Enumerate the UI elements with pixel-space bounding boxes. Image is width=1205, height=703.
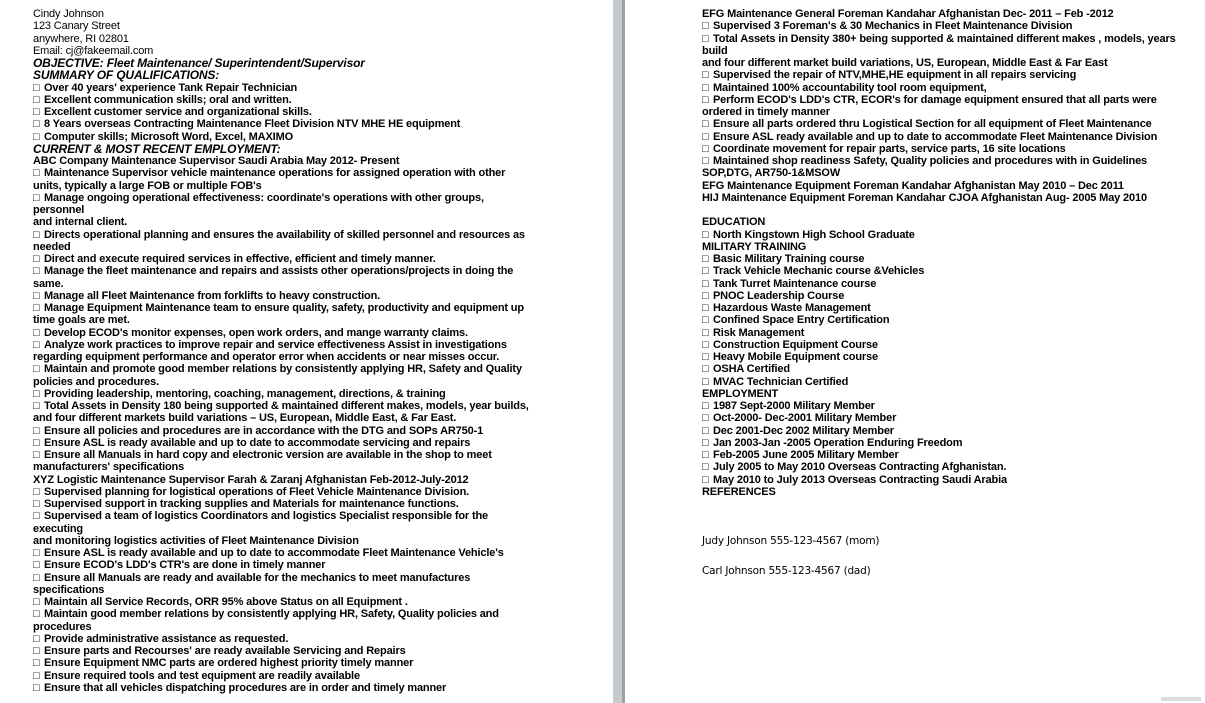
line-text: and four different markets build variations – US, European, Middle East, & Far East. <box>33 412 457 425</box>
bullet-icon: □ <box>33 485 40 498</box>
bullet-line <box>702 327 1205 339</box>
line-text: Ensure ASL ready available and up to date to accommodate Fleet Maintenance Division <box>713 130 1158 143</box>
text-line <box>33 535 613 547</box>
text-line <box>33 278 613 290</box>
line-text: Maintenance Supervisor vehicle maintenance operations for assigned operation with other <box>44 167 506 180</box>
line-text: Ensure all Manuals are ready and available for the mechanics to meet manufactures <box>44 571 471 584</box>
bullet-line <box>33 253 613 265</box>
line-text: North Kingstown High School Graduate <box>713 228 915 241</box>
bullet-line <box>33 167 613 179</box>
bullet-icon: □ <box>33 547 40 559</box>
bullet-line <box>702 82 1205 94</box>
bullet-line <box>702 94 1205 106</box>
text-line <box>33 8 613 20</box>
bullet-icon: □ <box>702 118 709 131</box>
line-text: Track Vehicle Mechanic course &Vehicles <box>713 265 925 278</box>
text-line <box>33 241 613 253</box>
bullet-icon: □ <box>33 657 40 670</box>
text-line <box>702 486 1205 498</box>
line-text: Supervised support in tracking supplies and Materials for maintenance functions. <box>44 498 459 510</box>
blank-line <box>702 523 1205 535</box>
line-text: EDUCATION <box>702 216 766 229</box>
bullet-line <box>33 670 613 682</box>
line-text: Tank Turret Maintenance course <box>713 277 877 290</box>
line-text: OSHA Certified <box>713 363 790 376</box>
line-text: Ensure all policies and procedures are in accordance with the DTG and SOPs AR750-1 <box>44 424 484 437</box>
bullet-line <box>702 437 1205 449</box>
bullet-icon: □ <box>702 228 709 241</box>
bullet-line <box>702 20 1205 32</box>
bullet-line <box>33 559 613 571</box>
bullet-line <box>702 461 1205 473</box>
line-text: EFG Maintenance General Foreman Kandahar Afghanistan Dec- 2011 – Feb -2012 <box>702 8 1114 20</box>
bullet-icon: □ <box>33 326 40 339</box>
bullet-icon: □ <box>702 265 709 278</box>
text-line <box>702 241 1205 253</box>
bullet-line <box>33 572 613 584</box>
bullet-line <box>33 94 613 106</box>
bullet-line <box>33 486 613 498</box>
bullet-icon: □ <box>702 93 709 106</box>
bullet-icon: □ <box>702 424 709 437</box>
line-text: Ensure all Manuals in hard copy and electronic version are available in the shop to meet <box>44 449 492 461</box>
line-text: personnel <box>33 204 85 216</box>
bullet-line <box>702 131 1205 143</box>
bullet-line <box>33 400 613 412</box>
line-text: PNOC Leadership Course <box>713 289 845 302</box>
bullet-icon: □ <box>33 338 40 351</box>
bullet-icon: □ <box>33 228 40 241</box>
bullet-icon: □ <box>33 645 40 657</box>
bullet-icon: □ <box>702 461 709 474</box>
text-line <box>33 204 613 216</box>
bullet-line <box>33 290 613 302</box>
line-text: Over 40 years' experience Tank Repair Technician <box>44 81 298 94</box>
line-text: Perform ECOD's LDD's CTR, ECOR's for damage equipment ensured that all parts were <box>713 93 1157 106</box>
line-text: Dec 2001-Dec 2002 Military Member <box>713 424 894 437</box>
text-line <box>33 412 613 424</box>
line-text: MVAC Technician Certified <box>713 375 849 388</box>
bullet-line <box>33 265 613 277</box>
section-heading <box>33 143 613 155</box>
text-line <box>33 33 613 45</box>
line-text: Maintained 100% accountability tool room equipment, <box>713 81 987 94</box>
bullet-icon: □ <box>33 681 40 694</box>
text-line <box>702 45 1205 57</box>
blank-line <box>702 498 1205 510</box>
line-text: Carl Johnson 555-123-4567 (dad) <box>702 565 871 577</box>
bullet-icon: □ <box>33 387 40 400</box>
bullet-icon: □ <box>702 32 709 45</box>
bullet-icon: □ <box>33 424 40 437</box>
bullet-icon: □ <box>33 449 40 461</box>
bullet-icon: □ <box>702 473 709 486</box>
line-text: Manage the fleet maintenance and repairs and assists other operations/projects in doing the <box>44 265 514 278</box>
line-text: Providing leadership, mentoring, coaching, management, directions, & training <box>44 387 446 400</box>
bullet-line <box>702 363 1205 375</box>
line-text: Supervised planning for logistical operations of Fleet Vehicle Maintenance Division. <box>44 485 470 498</box>
line-text: Hazardous Waste Management <box>713 302 871 314</box>
line-text: Maintained shop readiness Safety, Quality policies and procedures with in Guidelines <box>713 155 1148 167</box>
bullet-line <box>33 498 613 510</box>
scrollbar-corner <box>1161 697 1201 701</box>
bullet-icon: □ <box>33 436 40 449</box>
bullet-line <box>33 633 613 645</box>
line-text: same. <box>33 277 64 290</box>
bullet-line <box>33 302 613 314</box>
line-text: and internal client. <box>33 216 128 229</box>
bullet-icon: □ <box>33 265 40 278</box>
line-text: Supervised a team of logistics Coordinators and logistics Specialist responsible for the <box>44 510 489 523</box>
bullet-line <box>33 608 613 620</box>
line-text: Maintain good member relations by consistently applying HR, Safety, Quality policies and <box>44 608 499 621</box>
document-page-right[interactable] <box>625 0 1205 703</box>
bullet-line <box>702 449 1205 461</box>
bullet-line <box>33 645 613 657</box>
text-line <box>33 621 613 633</box>
bullet-icon: □ <box>33 253 40 265</box>
text-line <box>33 216 613 228</box>
line-text: Total Assets in Density 180 being supported & maintained different makes, models, year builds, <box>44 400 529 412</box>
text-line <box>33 351 613 363</box>
bullet-icon: □ <box>702 436 709 449</box>
bullet-line <box>702 265 1205 277</box>
text-line <box>702 180 1205 192</box>
line-text: manufacturers' specifications <box>33 461 185 474</box>
line-text: Ensure ECOD's LDD's CTR's are done in timely manner <box>44 559 326 572</box>
line-text: and monitoring logistics activities of Fleet Maintenance Division <box>33 534 359 547</box>
line-text: Ensure Equipment NMC parts are ordered highest priority timely manner <box>44 657 414 670</box>
bullet-icon: □ <box>702 253 709 265</box>
line-text: Direct and execute required services in effective, efficient and timely manner. <box>44 253 436 265</box>
bullet-icon: □ <box>33 289 40 302</box>
bullet-line <box>33 682 613 694</box>
bullet-icon: □ <box>702 363 709 376</box>
bullet-line <box>33 437 613 449</box>
line-text: executing <box>33 522 83 535</box>
line-text: Risk Management <box>713 326 805 339</box>
line-text: EMPLOYMENT <box>702 387 779 400</box>
line-text: procedures <box>33 620 92 633</box>
bullet-icon: □ <box>702 81 709 94</box>
line-text: build <box>702 44 728 57</box>
line-text: Construction Equipment Course <box>713 338 878 351</box>
bullet-line <box>702 118 1205 130</box>
line-text: SUMMARY OF QUALIFICATIONS: <box>33 68 220 83</box>
bullet-icon: □ <box>33 130 40 143</box>
bullet-icon: □ <box>702 69 709 82</box>
bullet-line <box>33 657 613 669</box>
line-text: Provide administrative assistance as requested. <box>44 632 289 645</box>
bullet-line <box>702 229 1205 241</box>
bullet-line <box>702 278 1205 290</box>
line-text: ordered in timely manner <box>702 106 830 118</box>
line-text: Manage ongoing operational effectiveness: coordinate's operations with other groups, <box>44 191 484 204</box>
text-line <box>702 535 1205 547</box>
text-line <box>33 376 613 388</box>
bullet-icon: □ <box>33 632 40 645</box>
line-text: Ensure all parts ordered thru Logistical Section for all equipment of Fleet Maintenance <box>713 118 1152 131</box>
bullet-line <box>702 425 1205 437</box>
line-text: Supervised the repair of NTV,MHE,HE equipment in all repairs servicing <box>713 69 1077 82</box>
bullet-icon: □ <box>702 338 709 351</box>
bullet-icon: □ <box>702 412 709 425</box>
line-text: EFG Maintenance Equipment Foreman Kandahar Afghanistan May 2010 – Dec 2011 <box>702 179 1124 192</box>
bullet-line <box>33 106 613 118</box>
text-line <box>702 565 1205 577</box>
bullet-icon: □ <box>702 142 709 155</box>
text-line <box>33 314 613 326</box>
bullet-icon: □ <box>33 571 40 584</box>
text-line <box>33 180 613 192</box>
bullet-icon: □ <box>33 400 40 412</box>
bullet-line <box>33 363 613 375</box>
text-line <box>33 155 613 167</box>
bullet-line <box>33 547 613 559</box>
line-text: Maintain all Service Records, ORR 95% above Status on all Equipment . <box>44 596 408 608</box>
line-text: MILITARY TRAINING <box>702 240 807 253</box>
line-text: regarding equipment performance and operator error when accidents or near misses occur. <box>33 351 500 363</box>
bullet-icon: □ <box>702 351 709 363</box>
line-text: 123 Canary Street <box>33 20 120 33</box>
text-line <box>702 57 1205 69</box>
line-text: Judy Johnson 555-123-4567 (mom) <box>702 534 880 547</box>
line-text: Excellent communication skills; oral and written. <box>44 93 292 106</box>
line-text: Cindy Johnson <box>33 8 104 20</box>
bullet-icon: □ <box>702 20 709 33</box>
bullet-icon: □ <box>33 167 40 180</box>
bullet-icon: □ <box>33 106 40 118</box>
bullet-line <box>33 449 613 461</box>
text-line <box>702 8 1205 20</box>
bullet-icon: □ <box>33 191 40 204</box>
line-text: Computer skills; Microsoft Word, Excel, MAXIMO <box>44 130 293 143</box>
bullet-icon: □ <box>702 449 709 461</box>
line-text: SOP,DTG, AR750-1&MSOW <box>702 167 841 180</box>
bullet-icon: □ <box>33 510 40 523</box>
line-text: Oct-2000- Dec-2001 Military Member <box>713 412 897 425</box>
line-text: Manage all Fleet Maintenance from forklifts to heavy construction. <box>44 289 381 302</box>
text-line <box>33 20 613 32</box>
blank-line <box>702 547 1205 565</box>
line-text: Total Assets in Density 380+ being supported & maintained different makes , models, years <box>713 32 1176 45</box>
bullet-icon: □ <box>702 155 709 167</box>
line-text: Basic Military Training course <box>713 253 865 265</box>
bullet-line <box>702 290 1205 302</box>
bullet-icon: □ <box>702 277 709 290</box>
bullet-icon: □ <box>702 375 709 388</box>
bullet-line <box>33 388 613 400</box>
bullet-icon: □ <box>702 314 709 327</box>
text-line <box>33 474 613 486</box>
bullet-line <box>702 400 1205 412</box>
bullet-line <box>33 229 613 241</box>
line-text: Ensure required tools and test equipment are readily available <box>44 669 360 682</box>
line-text: Develop ECOD's monitor expenses, open work orders, and mange warranty claims. <box>44 326 468 339</box>
bullet-line <box>702 314 1205 326</box>
line-text: Ensure ASL is ready available and up to date to accommodate servicing and repairs <box>44 436 471 449</box>
bullet-line <box>33 425 613 437</box>
text-line <box>33 584 613 596</box>
line-text: Manage Equipment Maintenance team to ensure quality, safety, productivity and equipment up <box>44 302 524 314</box>
bullet-icon: □ <box>33 498 40 510</box>
line-text: Ensure ASL is ready available and up to date to accommodate Fleet Maintenance Vehicle's <box>44 547 504 559</box>
line-text: Confined Space Entry Certification <box>713 314 890 327</box>
bullet-line <box>33 339 613 351</box>
line-text: 1987 Sept-2000 Military Member <box>713 400 875 412</box>
line-text: policies and procedures. <box>33 375 159 388</box>
text-line <box>702 106 1205 118</box>
line-text: 8 Years overseas Contracting Maintenance Fleet Division NTV MHE HE equipment <box>44 118 461 131</box>
bullet-line <box>33 596 613 608</box>
bullet-icon: □ <box>33 363 40 376</box>
line-text: Ensure parts and Recourses' are ready available Servicing and Repairs <box>44 645 406 657</box>
bullet-line <box>33 118 613 130</box>
line-text: Coordinate movement for repair parts, service parts, 16 site locations <box>713 142 1066 155</box>
line-text: Heavy Mobile Equipment course <box>713 351 878 363</box>
line-text: HIJ Maintenance Equipment Foreman Kandahar CJOA Afghanistan Aug- 2005 May 2010 <box>702 191 1147 204</box>
bullet-icon: □ <box>33 302 40 314</box>
line-text: OBJECTIVE: Fleet Maintenance/ Superintendent/Supervisor <box>33 56 365 70</box>
text-line <box>702 192 1205 204</box>
line-text: Maintain and promote good member relations by consistently applying HR, Safety and Quality <box>44 363 522 376</box>
bullet-line <box>33 327 613 339</box>
line-text: Feb-2005 June 2005 Military Member <box>713 449 899 461</box>
bullet-line <box>702 351 1205 363</box>
line-text: CURRENT & MOST RECENT EMPLOYMENT: <box>33 141 281 156</box>
bullet-icon: □ <box>702 400 709 412</box>
blank-line <box>702 204 1205 216</box>
bullet-line <box>702 155 1205 167</box>
bullet-icon: □ <box>33 81 40 94</box>
section-heading <box>33 69 613 81</box>
line-text: Analyze work practices to improve repair and service effectiveness Assist in investigations <box>44 338 507 351</box>
bullet-line <box>702 69 1205 81</box>
line-text: July 2005 to May 2010 Overseas Contracting Afghanistan. <box>713 461 1007 474</box>
text-line <box>33 523 613 535</box>
blank-line <box>702 510 1205 522</box>
line-text: Ensure that all vehicles dispatching procedures are in order and timely manner <box>44 681 447 694</box>
line-text: May 2010 to July 2013 Overseas Contracting Saudi Arabia <box>713 473 1007 486</box>
text-line <box>33 461 613 473</box>
line-text: anywhere, RI 02801 <box>33 32 129 45</box>
bullet-line <box>702 412 1205 424</box>
bullet-icon: □ <box>33 596 40 608</box>
line-text: specifications <box>33 583 105 596</box>
bullet-line <box>702 474 1205 486</box>
line-text: needed <box>33 240 71 253</box>
line-text: time goals are met. <box>33 314 130 327</box>
bullet-icon: □ <box>33 559 40 572</box>
bullet-line <box>33 192 613 204</box>
bullet-icon: □ <box>33 118 40 131</box>
line-text: Supervised 3 Foreman's & 30 Mechanics in Fleet Maintenance Division <box>713 20 1073 33</box>
bullet-line <box>33 510 613 522</box>
bullet-line <box>702 143 1205 155</box>
bullet-line <box>702 339 1205 351</box>
line-text: ABC Company Maintenance Supervisor Saudi Arabia May 2012- Present <box>33 155 400 167</box>
line-text: units, typically a large FOB or multiple FOB's <box>33 179 262 192</box>
line-text: Jan 2003-Jan -2005 Operation Enduring Freedom <box>713 436 963 449</box>
line-text: Email: cj@fakeemail.com <box>33 44 154 57</box>
line-text: XYZ Logistic Maintenance Supervisor Farah & Zaranj Afghanistan Feb-2012-July-2012 <box>33 473 469 486</box>
text-line <box>702 216 1205 228</box>
bullet-line <box>702 302 1205 314</box>
line-text: and four different market build variations, US, European, Middle East & Far East <box>702 57 1108 69</box>
bullet-icon: □ <box>702 289 709 302</box>
bullet-line <box>33 82 613 94</box>
bullet-icon: □ <box>702 130 709 143</box>
line-text: Directs operational planning and ensures the availability of skilled personnel and resources as <box>44 228 525 241</box>
text-line <box>702 167 1205 179</box>
line-text: Excellent customer service and organizational skills. <box>44 106 312 118</box>
bullet-line <box>702 253 1205 265</box>
bullet-line <box>702 376 1205 388</box>
bullet-icon: □ <box>702 302 709 314</box>
line-text: REFERENCES <box>702 485 776 498</box>
text-line <box>702 388 1205 400</box>
bullet-icon: □ <box>33 669 40 682</box>
bullet-icon: □ <box>702 326 709 339</box>
bullet-line <box>702 33 1205 45</box>
bullet-icon: □ <box>33 93 40 106</box>
bullet-icon: □ <box>33 608 40 621</box>
